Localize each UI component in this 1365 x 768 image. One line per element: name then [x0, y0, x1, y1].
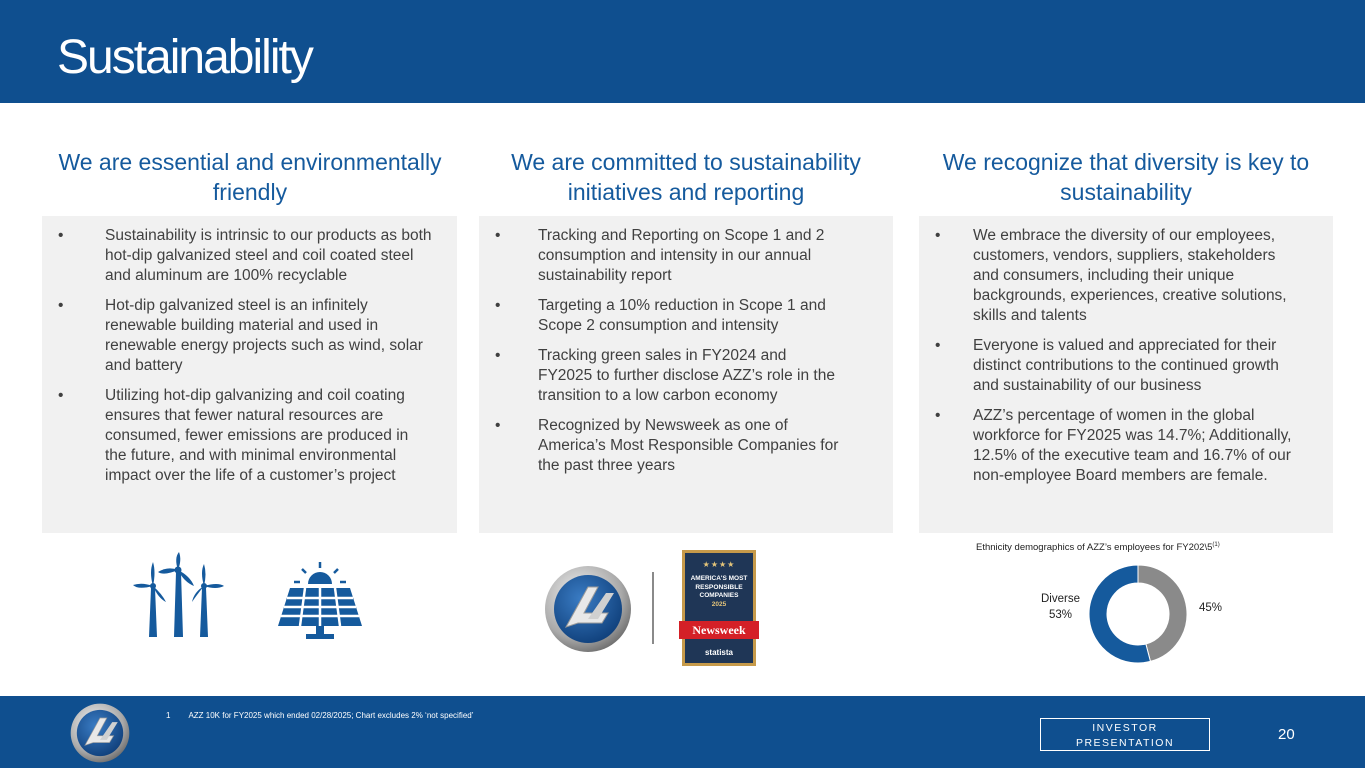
solar-panel-icon — [276, 560, 364, 642]
list-item: • Utilizing hot-dip galvanizing and coil coating ensures that fewer natural resources are consumed, fewer emissions are produced in the future, and with minimal environmental impact over the life of a customer’s project — [58, 387, 409, 484]
badge-newsweek-banner: Newsweek — [679, 621, 759, 639]
page-number: 20 — [1278, 726, 1295, 743]
column-1-heading: We are essential and environmentally friendly — [58, 149, 442, 205]
column-3-bullets — [919, 226, 1333, 486]
badge-stars: ★★★★ — [702, 560, 736, 569]
newsweek-badge — [682, 550, 756, 666]
column-3-heading: We recognize that diversity is key to sustainability — [942, 149, 1310, 205]
badge-text: AMERICA'S MOST RESPONSIBLE COMPANIES 2025 — [690, 575, 748, 608]
wind-turbines-icon — [132, 552, 226, 640]
chart-label-diverse: Diverse 53% — [1041, 593, 1080, 621]
list-item: • Hot-dip galvanized steel is an infinitely renewable building material and used in renewable energy projects such as wind, solar and battery — [58, 297, 423, 374]
chart-label-other: 45% — [1199, 602, 1223, 614]
azz-footer-logo-icon — [70, 703, 130, 763]
footer-bar — [0, 696, 1365, 768]
column-1-bullets — [42, 226, 457, 486]
column-2-heading: We are committed to sustainability initiatives and reporting — [511, 149, 861, 205]
list-item: • Tracking and Reporting on Scope 1 and 2 consumption and intensity in our annual sustainability report — [495, 227, 825, 284]
column-1-panel — [42, 216, 457, 533]
column-3-panel — [919, 216, 1333, 533]
list-item: • AZZ’s percentage of women in the global workforce for FY2025 was 14.7%; Additionally, 12.5% of the executive team and 16.7% of our non-employee Board members are female. — [935, 407, 1292, 484]
column-2-panel — [479, 216, 893, 533]
badge-statista: statista — [704, 648, 733, 657]
azz-logo-icon — [544, 565, 632, 653]
footnote: 1 AZZ 10K for FY2025 which ended 02/28/2025; Chart excludes 2% ‘not specified’ — [166, 711, 474, 720]
list-item: • Tracking green sales in FY2024 and FY2025 to further disclose AZZ’s role in the transition to a low carbon economy — [495, 347, 835, 404]
chart-title: Ethnicity demographics of AZZ’s employees for FY202\5$^{(1)}$ — [976, 542, 1220, 554]
investor-presentation-label: INVESTOR PRESENTATION — [1040, 718, 1210, 751]
list-item: • Sustainability is intrinsic to our products as both hot-dip galvanized steel and coil coated steel and aluminum are 100% recyclable — [58, 227, 432, 284]
list-item: • Recognized by Newsweek as one of America’s Most Responsible Companies for the past three years — [495, 417, 839, 474]
list-item: • We embrace the diversity of our employees, customers, vendors, suppliers, stakeholders and consumers, including their unique backgrounds, experiences, creative solutions, skills and talents — [935, 227, 1287, 324]
list-item: • Everyone is valued and appreciated for their distinct contributions to the continued growth and sustainability of our business — [935, 337, 1279, 394]
page-title: Sustainability — [57, 31, 312, 84]
logo-divider — [652, 572, 654, 644]
ethnicity-donut-chart — [1088, 564, 1188, 664]
column-2-bullets — [479, 226, 893, 476]
header-bar — [0, 0, 1365, 103]
list-item: • Targeting a 10% reduction in Scope 1 and Scope 2 consumption and intensity — [495, 297, 826, 334]
